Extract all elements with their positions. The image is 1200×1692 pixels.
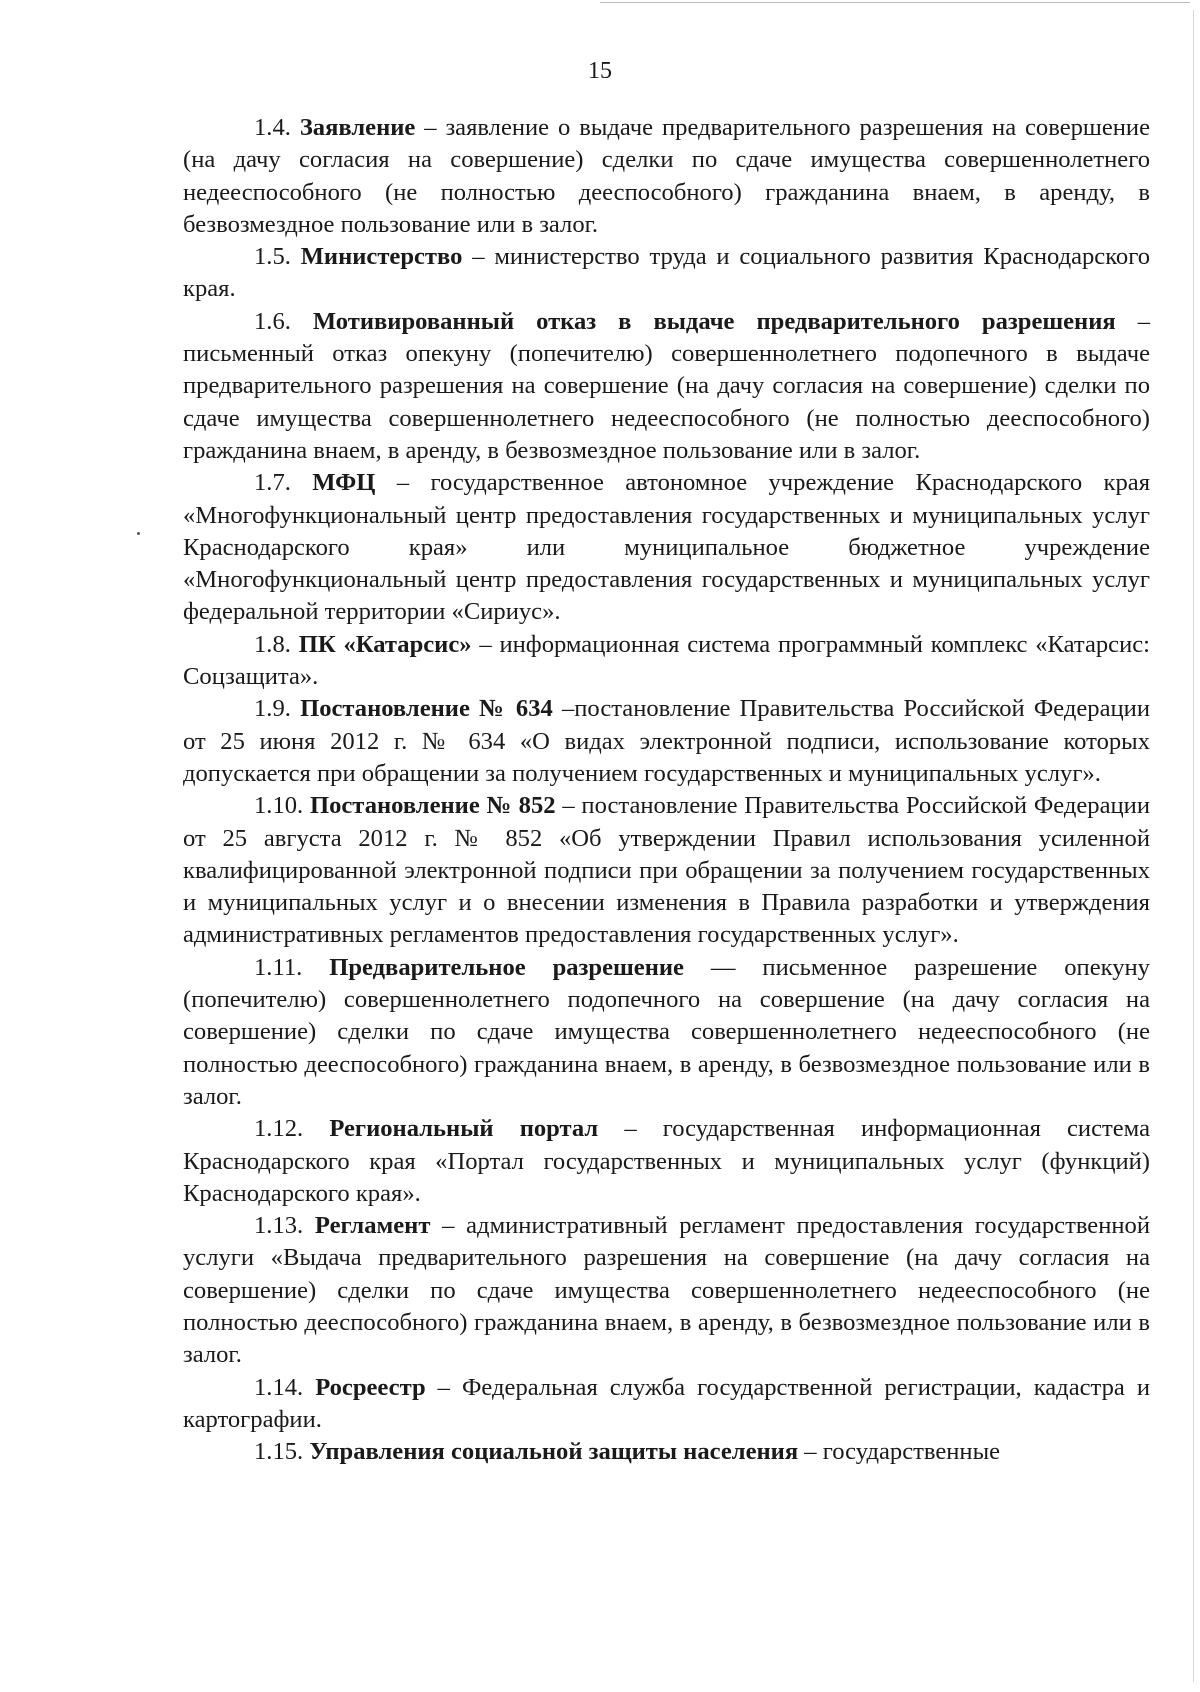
item-number: 1.9. (254, 695, 291, 723)
item-number: 1.7. (254, 469, 291, 497)
defined-term: Заявление (299, 114, 416, 141)
definition-paragraph (183, 306, 1150, 467)
scan-edge-line (1193, 10, 1194, 1682)
definition-paragraph (183, 467, 1150, 628)
item-number: 1.15. (254, 1438, 304, 1466)
definition-paragraph (183, 693, 1150, 790)
scan-edge-line (600, 2, 1190, 3)
definition-paragraph (183, 1436, 1150, 1468)
definition-paragraph (183, 1113, 1150, 1210)
definition-text: — письменное разрешение опекуну (попечителю) совершеннолетнего подопечного на совершение (на дачу согласия на совершение) сделки по сдаче имущества совершеннолетнего недееспособного (не полностью дееспособного) гражданина внаем, в аренду, в безвозмездное пользование или в залог. (183, 953, 1150, 1110)
definition-text: – государственное автономное учреждение Краснодарского края «Многофункциональный центр предоставления государственных и муниципальных услуг Краснодарского края» или муниципальное бюджетное учреждение «Многофункциональный центр предоставления государственных и муниципальных услуг федеральной территории «Сириус». (183, 469, 1151, 626)
definition-paragraph (183, 1372, 1150, 1437)
defined-term: Управления социальной защиты населения (309, 1438, 799, 1466)
definition-text: – письменный отказ опекуну (попечителю) совершеннолетнего подопечного в выдаче предварительного разрешения на совершение (на дачу согласия на совершение) сделки по сдаче имущества совершеннолетнего недееспособного (не полностью дееспособного) гражданина внаем, в аренду, в безвозмездное пользование или в залог. (183, 307, 1151, 464)
defined-term: ПК «Катарсис» (298, 630, 472, 658)
item-number: 1.10. (254, 792, 304, 820)
item-number: 1.13. (254, 1212, 304, 1240)
item-number: 1.8. (254, 630, 291, 658)
definition-paragraph (183, 629, 1150, 694)
defined-term: Росреестр (315, 1373, 426, 1401)
defined-term: Региональный портал (329, 1115, 599, 1143)
definition-paragraph (183, 790, 1150, 951)
definition-text: – заявление о выдаче предварительного разрешения на совершение (на дачу согласия на совершение) сделки по сдаче имущества совершеннолетнего недееспособного (не полностью дееспособного) гражданина внаем, в аренду, в безвозмездное пользование или в залог. (183, 114, 1151, 238)
defined-term: Министерство (300, 243, 463, 271)
item-number: 1.12. (254, 1115, 304, 1143)
definition-text: – постановление Правительства Российской Федерации от 25 августа 2012 г. № 852 «Об утверждении Правил использования усиленной квалифицированной электронной подписи при обращении за получением государственных и муниципальных услуг и о внесении изменения в Правила разработки и утверждения административных регламентов предоставления государственных услуг». (183, 792, 1150, 949)
definition-text: – информационная система программный комплекс «Катарсис: Соцзащита». (183, 630, 1150, 691)
definition-paragraph (183, 241, 1150, 306)
definition-text: – административный регламент предоставления государственной услуги «Выдача предварительного разрешения на совершение (на дачу согласия на совершение) сделки по сдаче имущества совершеннолетнего недееспособного (не полностью дееспособного) гражданина внаем, в аренду, в безвозмездное пользование или в залог. (183, 1212, 1150, 1369)
defined-term: Регламент (314, 1212, 431, 1240)
item-number: 1.4. (254, 114, 291, 141)
definition-text: – государственные (798, 1438, 1001, 1466)
definition-text: – министерство труда и социального развития Краснодарского края. (183, 243, 1150, 303)
definition-text: –постановление Правительства Российской Федерации от 25 июня 2012 г. № 634 «О видах электронной подписи, использование которых допускается при обращении за получением государственных и муниципальных услуг». (183, 695, 1150, 787)
defined-term: МФЦ (312, 469, 376, 497)
defined-term: Постановление № 852 (309, 792, 556, 820)
item-number: 1.5. (254, 243, 291, 271)
definition-paragraph (183, 1210, 1150, 1371)
defined-term: Постановление № 634 (300, 695, 553, 723)
definition-text: – Федеральная служба государственной регистрации, кадастра и картографии. (183, 1373, 1150, 1433)
definition-paragraph (183, 112, 1150, 241)
item-number: 1.6. (254, 307, 291, 335)
item-number: 1.14. (254, 1373, 304, 1401)
item-number: 1.11. (254, 953, 303, 981)
scan-speck (137, 532, 140, 535)
defined-term: Мотивированный отказ в выдаче предварительного разрешения (312, 307, 1116, 335)
definition-paragraph (183, 952, 1150, 1113)
defined-term: Предварительное разрешение (329, 953, 684, 981)
page-number: 15 (588, 58, 612, 84)
definition-text: – государственная информационная система Краснодарского края «Портал государственных и муниципальных услуг (функций) Краснодарского края». (183, 1115, 1150, 1207)
document-body (183, 112, 1150, 1468)
